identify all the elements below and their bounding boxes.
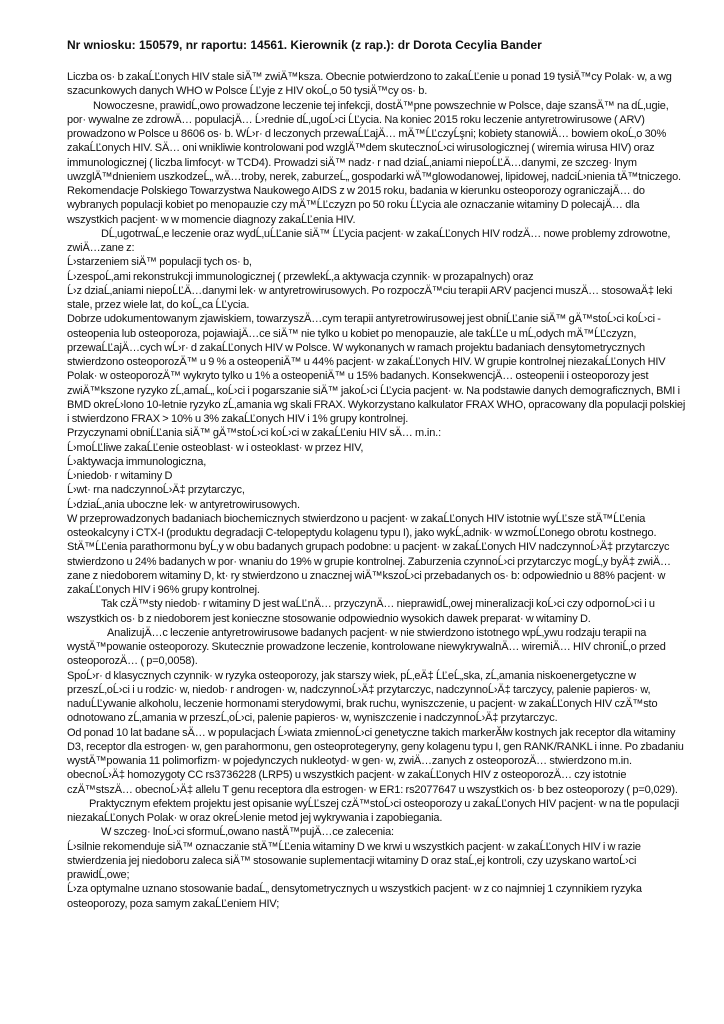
paragraph: Praktycznym efektem projektu jest opisanie wyĹĽszej czÄ™stoĹ›ci osteoporozy u zakaĹĽonych HIV pacjent· w na tle populacji niezakaĹĽonych Polak· w oraz okreĹ›lenie metod jej wykrywania i zapobiegania. xyxy=(67,797,680,824)
list-item: Ĺ›aktywacja immunologiczna, xyxy=(67,455,207,468)
list-item: Ĺ›starzeniem siÄ™ populacji tych os· b, xyxy=(67,256,252,269)
list-item: Ĺ›silnie rekomenduje siÄ™ oznaczanie stÄ™ĹĽenia witaminy D we krwi u wszystkich pacjent· w zakaĹĽonych HIV i w razie stwierdzenia jej niedoboru zaleca siÄ™ stosowanie suplementacji witaminy D oraz staĹ‚ej kontroli, czy uzyskano wartoĹ›ci prawidĹ‚owe; xyxy=(67,840,641,881)
paragraph: SpoĹ›r· d klasycznych czynnik· w ryzyka osteoporozy, jak starszy wiek, pĹ‚eÄ‡ ĹĽeĹ„ska, zĹ‚amania niskoenergetyczne w przeszĹ‚oĹ›ci i u rodzic· w, niedob· r androgen· w, nadczynnoĹ›Ä‡ przytarczyc, nadczynnoĹ›Ä‡ tarczycy, palenie papieros· w, naduĹĽywanie alkoholu, leczenie hormonami sterydowymi, brak ruchu, wyniszczenie, u pacjent· w zakaĹĽonych HIV czÄ™sto odnotowano zĹ‚amania w przeszĹ‚oĹ›ci, palenie papieros· w, wyniszczenie i nadczynnoĹ›Ä‡ przytarczyc. xyxy=(67,669,658,725)
paragraph: Liczba os· b zakaĹĽonych HIV stale siÄ™ zwiÄ™ksza. Obecnie potwierdzono to zakaĹĽenie u ponad 19 tysiÄ™cy Polak· w, a wg szacunkowych danych WHO w Polsce ĹĽyje z HIV okoĹ‚o 50 tysiÄ™cy os· b. xyxy=(67,71,672,98)
paragraph: Od ponad 10 lat badane sÄ… w populacjach Ĺ›wiata zmiennoĹ›ci genetyczne takich markerĂłw kostnych jak receptor dla witaminy D3, receptor dla estrogen· w, gen parahormonu, gen osteoprotegeryny, geny kolagenu typu I, gen RANK/RANKL i inne. Po zbadaniu wystÄ™powania 11 polimorfizm· w pojedynczych nukleotyd· w gen· w, zwiÄ…zanych z osteoporozÄ… stwierdzono m.in. obecnoĹ›Ä‡ homozygoty CC rs3736228 (LRP5) u wszystkich pacjent· w zakaĹĽonych HIV z osteoporozÄ… czy istotnie czÄ™stszÄ… obecnoĹ›Ä‡ allelu T genu receptora dla estrogen· w ER1: rs2077647 u wszystkich os· b bez osteoporozy ( p=0,029). xyxy=(67,726,684,796)
paragraph: Nowoczesne, prawidĹ‚owo prowadzone leczenie tej infekcji, dostÄ™pne powszechnie w Polsce, daje szansÄ™ na dĹ‚ugie, por· wywalne ze zdrowÄ… populacjÄ… Ĺ›rednie dĹ‚ugoĹ›ci ĹĽycia. Na koniec 2015 roku leczenie antyretrowirusowe ( ARV) prowadzono w Polsce u 8606 os· b. WĹ›r· d leczonych przewaĹĽajÄ… mÄ™ĹĽczyĹşni; kobiety stanowiÄ… bowiem okoĹ‚o 30% zakaĹĽonych HIV. SÄ… oni wnikliwie kontrolowani pod wzglÄ™dem skutecznoĹ›ci wirusologicznej ( wiremia wirusa HIV) oraz immunologicznej ( liczba limfocyt· w TCD4). Prowadzi siÄ™ nadz· r nad dziaĹ‚aniami niepoĹĽÄ…danymi, ze szczeg· lnym uwzglÄ™dnieniem uszkodzeĹ„ wÄ…troby, nerek, zaburzeĹ„ gospodarki wÄ™glowodanowej, lipidowej, nadciĹ›nienia tÄ™tniczego. xyxy=(67,99,681,183)
paragraph: DĹ‚ugotrwaĹ‚e leczenie oraz wydĹ‚uĹĽanie siÄ™ ĹĽycia pacjent· w zakaĹĽonych HIV rodzÄ… nowe problemy zdrowotne, zwiÄ…zane z: xyxy=(67,227,671,254)
paragraph: W szczeg· lnoĹ›ci sformuĹ‚owano nastÄ™pujÄ…ce zalecenia: xyxy=(101,826,394,839)
document-body xyxy=(67,70,687,911)
paragraph: AnalizujÄ…c leczenie antyretrowirusowe badanych pacjent· w nie stwierdzono istotnego wpĹ‚ywu rodzaju terapii na wystÄ™powanie osteoporozy. Skutecznie prowadzone leczenie, kontrolowane niewykrywalnÄ… wiremiÄ… HIV chroniĹ‚o przed osteoporozÄ… ( p=0,0058). xyxy=(67,626,666,668)
paragraph: Tak czÄ™sty niedob· r witaminy D jest waĹĽnÄ… przyczynÄ… nieprawidĹ‚owej mineralizacji koĹ›ci czy odpornoĹ›ci i u wszystkich os· b z niedoborem jest konieczne stosowanie odpowiednio wysokich dawek preparat· w witaminy D. xyxy=(67,598,655,625)
list-item: Ĺ›niedob· r witaminy D xyxy=(67,470,173,482)
list-item: Ĺ›moĹĽliwe zakaĹĽenie osteoblast· w i osteoklast· w przez HIV, xyxy=(67,441,364,454)
list-item: Ĺ›zespoĹ‚ami rekonstrukcji immunologicznej ( przewlekĹ‚a aktywacja czynnik· w prozapalnych) oraz xyxy=(67,270,534,283)
paragraph: Dobrze udokumentowanym zjawiskiem, towarzyszÄ…cym terapii antyretrowirusowej jest obniĹĽanie siÄ™ gÄ™stoĹ›ci koĹ›ci - osteopenia lub osteoporoza, pojawiajÄ…ce siÄ™ nie tylko u kobiet po menopauzie, ale takĹĽe u mĹ‚odych mÄ™ĹĽczyzn, przewaĹĽajÄ…cych wĹ›r· d zakaĹĽonych HIV w Polsce. W wykonanych w ramach projektu badaniach densytometrycznych stwierdzono osteoporozÄ™ u 9 % a osteopeniÄ™ u 44% pacjent· w zakaĹĽonych HIV. W grupie kontrolnej niezakaĹĽonych HIV Polak· w osteoporozÄ™ wykryto tylko u 1% a osteopeniÄ™ u 15% badanych. KonsekwencjÄ… osteopenii i osteoporozy jest zwiÄ™kszone ryzyko zĹ‚amaĹ„ koĹ›ci i pogarszanie siÄ™ jakoĹ›ci ĹĽycia pacjent· w. Na podstawie danych demograficznych, BMI i BMD okreĹ›lono 10-letnie ryzyko zĹ‚amania wg skali FRAX. Wykorzystano kalkulator FRAX WHO, opracowany dla populacji polskiej i stwierdzono FRAX > 10% u 3% zakaĹĽonych HIV i 1% grupy kontrolnej. xyxy=(67,313,686,425)
paragraph: Rekomendacje Polskiego Towarzystwa Naukowego AIDS z w 2015 roku, badania w kierunku osteoporozy ograniczajÄ… do wybranych populacji kobiet po menopauzie czy mÄ™ĹĽczyzn po 50 roku ĹĽycia ale oznaczanie witaminy D polecajÄ… dla wszystkich pacjent· w w momencie diagnozy zakaĹĽenia HIV. xyxy=(67,185,645,226)
list-item: Ĺ›z dziaĹ‚aniami niepoĹĽÄ…danymi lek· w antyretrowirusowych. Po rozpoczÄ™ciu terapii ARV pacjenci muszÄ… stosowaÄ‡ leki stale, przez wiele lat, do koĹ„ca ĹĽycia. xyxy=(67,284,673,311)
list-item: Ĺ›za optymalne uznano stosowanie badaĹ„ densytometrycznych u wszystkich pacjent· w z co najmniej 1 czynnikiem ryzyka osteoporozy, poza samym zakaĹĽeniem HIV; xyxy=(67,883,642,910)
list-item: Ĺ›wt· rna nadczynnoĹ›Ä‡ przytarczyc, xyxy=(67,484,245,497)
paragraph: Przyczynami obniĹĽania siÄ™ gÄ™stoĹ›ci koĹ›ci w zakaĹĽeniu HIV sÄ… m.in.: xyxy=(67,427,441,440)
paragraph: W przeprowadzonych badaniach biochemicznych stwierdzono u pacjent· w zakaĹĽonych HIV istotnie wyĹĽsze stÄ™ĹĽenia osteokalcyny i CTX-I (produktu degradacji C-telopeptydu kolagenu typu I), jako wykĹ‚adnik· w wzmoĹĽonego obrotu kostnego. StÄ™ĹĽenia parathormonu byĹ‚y w obu badanych grupach podobne: u pacjent· w zakaĹĽonych HIV nadczynnoĹ›Ä‡ przytarczyc stwierdzono u 24% badanych w por· wnaniu do 19% w grupie kontrolnej. Zaburzenia czynnoĹ›ci przytarczyc mogĹ‚y byÄ‡ zwiÄ…zane z niedoborem witaminy D, kt· ry stwierdzono u znacznej wiÄ™kszoĹ›ci przebadanych os· b: odpowiednio u 88% pacjent· w zakaĹĽonych HIV i 96% grupy kontrolnej. xyxy=(67,512,671,596)
list-item: Ĺ›dziaĹ‚ania uboczne lek· w antyretrowirusowych. xyxy=(67,498,300,511)
report-header: Nr wniosku: 150579, nr raportu: 14561. Kierownik (z rap.): dr Dorota Cecylia Bander xyxy=(67,38,542,52)
